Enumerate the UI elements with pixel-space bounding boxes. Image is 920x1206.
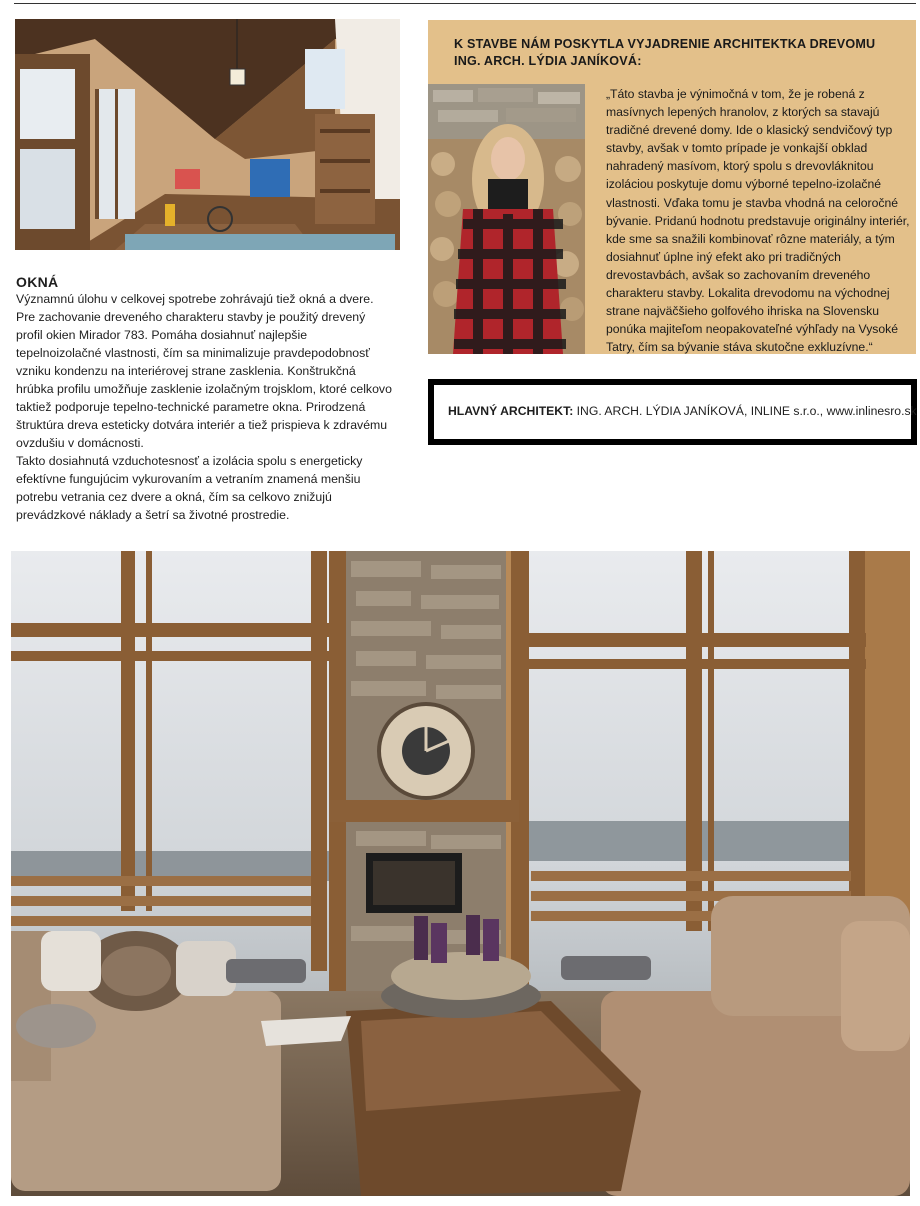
quote-title: K STAVBE NÁM POSKYTLA VYJADRENIE ARCHITEKTKA DREVOMU ING. ARCH. LÝDIA JANÍKOVÁ:	[454, 37, 876, 68]
article-paragraph-2: Takto dosiahnutá vzduchotesnosť a izolácia spolu s energeticky efektívne fungujúcim vykurovaním a vetraním znamená menšiu potrebu vetrania cez dvere a okná, čím sa celkovo znižujú prevádzkové náklady a šetrí sa životné prostredie.	[16, 454, 363, 522]
architect-credit	[448, 404, 917, 418]
article-paragraph-1: Významnú úlohu v celkovej spotrebe zohrávajú tiež okná a dvere. Pre zachovanie dreveného charakteru stavby je použitý drevený profil okien Mirador 783. Pomáha dosiahnuť najlepšie tepelnoizolačné vlastnosti, čím sa minimalizuje pravdepodobnosť vzniku kondenzu na interiérovej strane zasklenia. Konštrukčná hrúbka profilu umožňuje zasklenie izolačným trojsklom, ktoré celkovo taktiež podporuje tepelno-technické parametre okna. Prirodzená štruktúra dreva esteticky dotvára interiér a tiež prispieva k zdravému ovzdušiu v domácnosti.	[16, 292, 392, 450]
architect-value: ING. ARCH. LÝDIA JANÍKOVÁ, INLINE s.r.o., www.inlinesro.sk	[576, 404, 917, 418]
top-rule	[14, 3, 916, 4]
quote-text: „Táto stavba je výnimočná v tom, že je robená z masívnych lepených hranolov, z ktorých sa stavajú tradičné drevené domy. Ide o klasický sendvičový typ stavby, avšak v tomto prípade je vonkajší obklad nahradený masívom, ktorý spolu s drevovláknitou izoláciou poskytuje domu výborné tepelno-izolačné vlastnosti. Vďaka tomu je stavba vhodná na celoročné bývanie. Pridanú hodnotu predstavuje originálny interiér, kde sme sa snažili kombinovať rôzne materiály, a tým dosiahnuť úplne iný efekt ako pri tradičných drevostavbách, avšak so zachovaním dreveného charakteru stavby. Lokalita drevodomu na východnej strane najväčšieho golfového ihriska na Slovensku ponúka majiteľom neopakovateľné výhľady na Vysoké Tatry, čím sa bývanie stáva skutočne exkluzívne.“	[606, 87, 910, 355]
architect-label: HLAVNÝ ARCHITEKT:	[448, 404, 574, 418]
architect-portrait-photo	[428, 84, 585, 354]
article-heading: OKNÁ	[16, 274, 59, 290]
windows-article	[16, 274, 394, 524]
attic-room-photo	[15, 19, 400, 250]
living-room-photo	[11, 551, 910, 1196]
